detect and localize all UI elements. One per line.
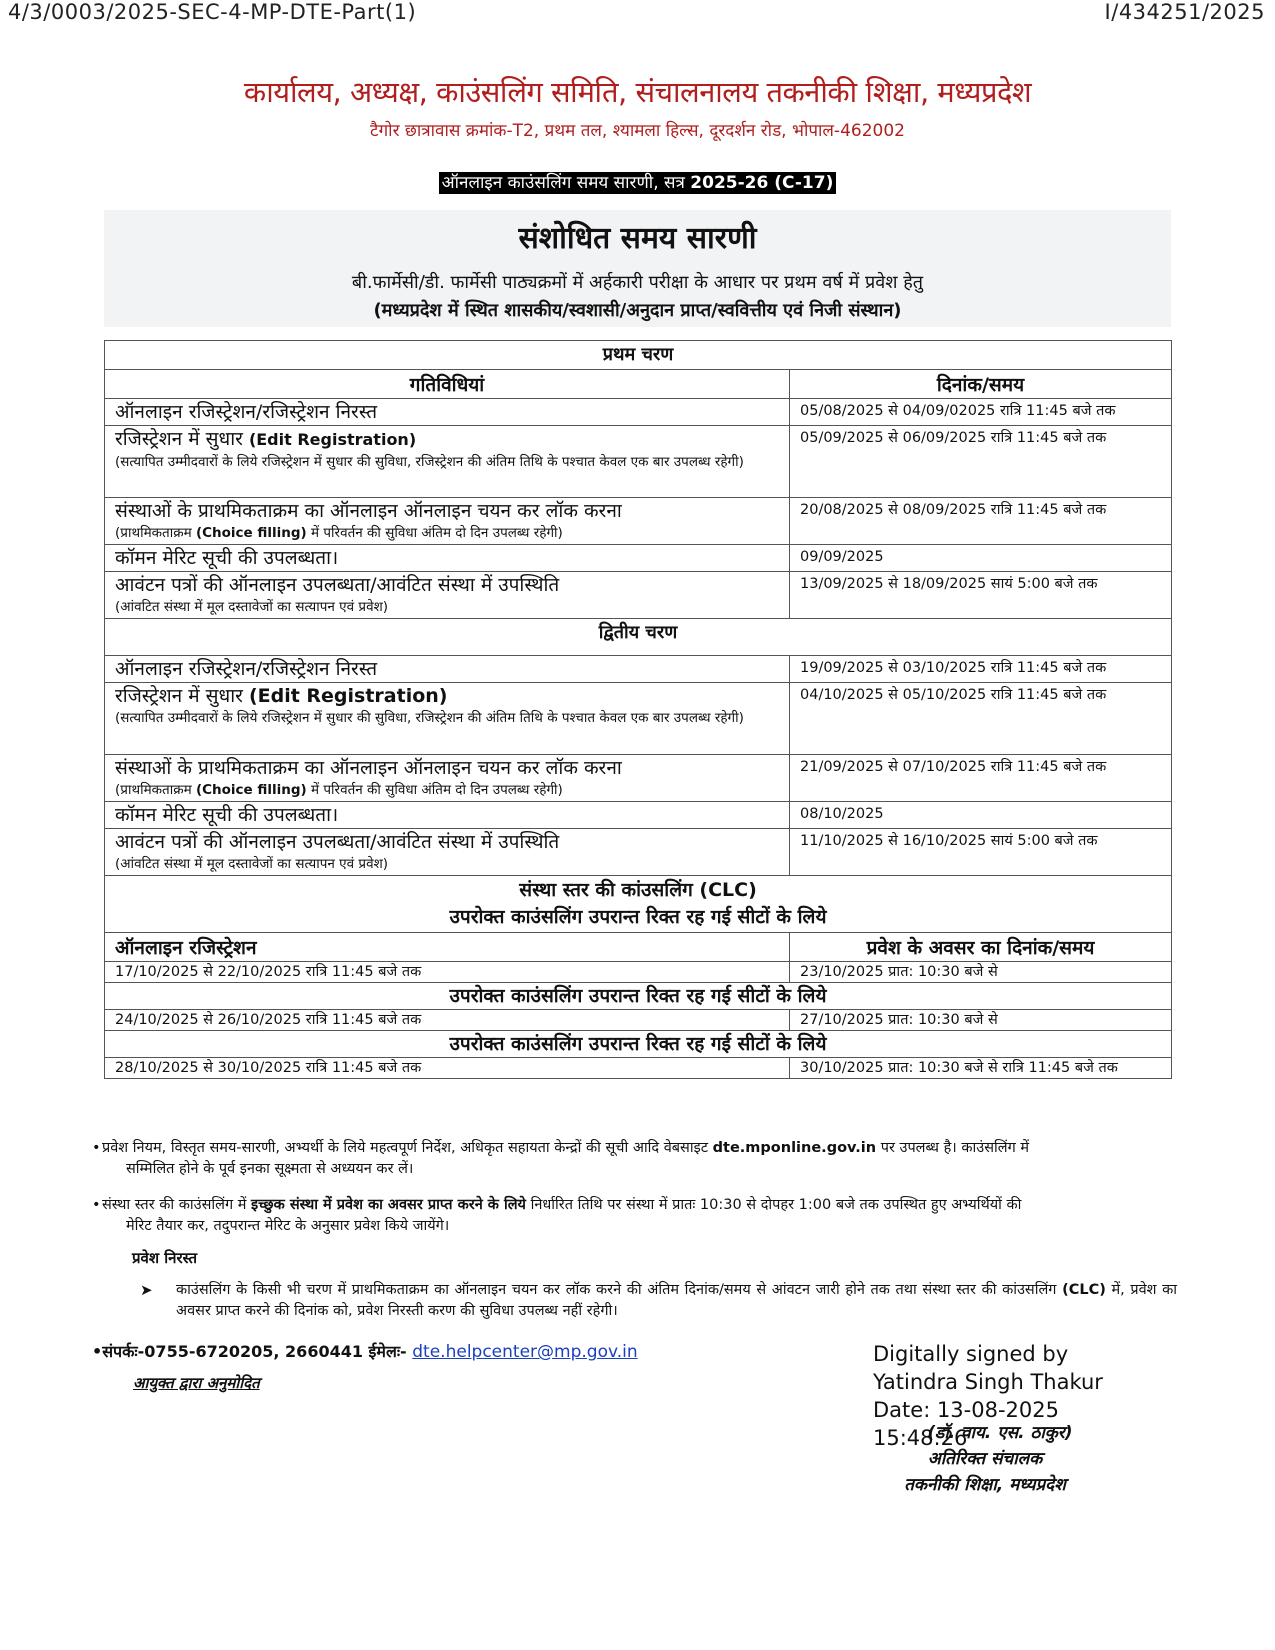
registration-dates: 24/10/2025 से 26/10/2025 रात्रि 11:45 बजे तक bbox=[105, 1010, 790, 1031]
col-header-activity: गतिविधियां bbox=[105, 370, 790, 399]
col-header-datetime: दिनांक/समय bbox=[790, 370, 1172, 399]
office-address: टैगोर छात्रावास क्रमांक-T2, प्रथम तल, श्यामला हिल्स, दूरदर्शन रोड, भोपाल-462002 bbox=[370, 121, 905, 141]
date-value: 09/09/2025 bbox=[790, 545, 1172, 572]
clc-round-row bbox=[105, 962, 1172, 983]
note-text bbox=[102, 1138, 1177, 1180]
email-link[interactable]: dte.helpcenter@mp.gov.in bbox=[412, 1342, 638, 1362]
table-row bbox=[105, 399, 1172, 426]
file-reference-right: I/434251/2025 bbox=[1104, 0, 1265, 24]
date-value: 08/10/2025 bbox=[790, 802, 1172, 829]
cancellation-text bbox=[176, 1280, 1177, 1322]
page-title: संशोधित समय सारणी bbox=[518, 221, 757, 256]
table-row bbox=[105, 829, 1172, 876]
signature-date: Date: 13-08-2025 bbox=[873, 1398, 1059, 1422]
note-part: काउंसलिंग के किसी भी चरण में प्राथमिकताक्रम का ऑनलाइन चयन कर लॉक करने की अंतिम दिनांक/समय से आंवटन जारी होने तक तथा संस्था स्तर की कांउसलिंग bbox=[176, 1282, 1063, 1298]
clc-title: संस्था स्तर की कांउसलिंग (CLC) bbox=[519, 879, 757, 901]
phase-header-row bbox=[105, 619, 1172, 656]
signature-time: 15:48:26 bbox=[873, 1426, 968, 1450]
table-row bbox=[105, 572, 1172, 619]
session-banner-code: 2025-26 (C-17) bbox=[690, 173, 834, 193]
note-part-bold: (CLC) bbox=[1062, 1282, 1106, 1298]
note-part: पर उपलब्ध है। काउंसलिंग में bbox=[876, 1140, 1030, 1156]
session-banner bbox=[0, 170, 1275, 193]
title-box bbox=[104, 210, 1171, 327]
note-rules-website bbox=[92, 1138, 1177, 1180]
bullet-icon: • bbox=[92, 1140, 101, 1156]
activity-note: (सत्यापित उम्मीदवारों के लिये रजिस्ट्रेशन में सुधार की सुविधा, रजिस्ट्रेशन की अंतिम तिथि के पश्चात केवल एक बार उपलब्ध रहेगी) bbox=[115, 710, 744, 726]
note-part-en: (Choice filling) bbox=[195, 782, 307, 798]
bullet-icon: • bbox=[92, 1342, 103, 1361]
approval-note: आयुक्त द्वारा अनुमोदित bbox=[133, 1374, 260, 1392]
phase1-title: प्रथम चरण bbox=[105, 341, 1172, 370]
clc-band-label: उपरोक्त काउंसलिंग उपरान्त रिक्त रह गई सीटों के लिये bbox=[105, 983, 1172, 1010]
note-part-en: (Choice filling) bbox=[195, 525, 307, 541]
col-header-registration: ऑनलाइन रजिस्ट्रेशन bbox=[105, 933, 790, 962]
phase-header-row bbox=[105, 341, 1172, 370]
activity-label: संस्थाओं के प्राथमिकताक्रम का ऑनलाइन ऑनलाइन चयन कर लॉक करना bbox=[115, 757, 622, 779]
admission-datetime: 30/10/2025 प्रात: 10:30 बजे से रात्रि 11:45 बजे तक bbox=[790, 1058, 1172, 1079]
note-part: (प्राथमिकताक्रम bbox=[115, 782, 196, 798]
contact-phone: संपर्कः-0755-6720205, 2660441 ईमेलः- bbox=[102, 1342, 413, 1361]
date-value: 05/08/2025 से 04/09/02025 रात्रि 11:45 बजे तक bbox=[790, 399, 1172, 426]
admission-datetime: 27/10/2025 प्रात: 10:30 बजे से bbox=[790, 1010, 1172, 1031]
contact-line bbox=[92, 1340, 638, 1362]
col-header-admission: प्रवेश के अवसर का दिनांक/समय bbox=[790, 933, 1172, 962]
clc-band-label: उपरोक्त काउंसलिंग उपरान्त रिक्त रह गई सीटों के लिये bbox=[449, 906, 827, 928]
activity-label: ऑनलाइन रजिस्ट्रेशन/रजिस्ट्रेशन निरस्त bbox=[115, 401, 378, 423]
table-row bbox=[105, 426, 1172, 498]
note-part-bold: इच्छुक संस्था में प्रवेश का अवसर प्राप्त करने के लिये bbox=[251, 1197, 526, 1213]
table-row bbox=[105, 755, 1172, 802]
officer-department: तकनीकी शिक्षा, मध्यप्रदेश bbox=[904, 1475, 1066, 1495]
activity-label: संस्थाओं के प्राथमिकताक्रम का ऑनलाइन ऑनलाइन चयन कर लॉक करना bbox=[115, 500, 622, 522]
clc-band-label: उपरोक्त काउंसलिंग उपरान्त रिक्त रह गई सीटों के लिये bbox=[105, 1031, 1172, 1058]
date-value: 11/10/2025 से 16/10/2025 सायं 5:00 बजे तक bbox=[790, 829, 1172, 876]
activity-label bbox=[115, 684, 779, 708]
table-row bbox=[105, 545, 1172, 572]
note-part: में परिवर्तन की सुविधा अंतिम दो दिन उपलब्ध रहेगी) bbox=[306, 525, 563, 541]
officer-name: (डॉ. वाय. एस. ठाकुर) bbox=[927, 1423, 1073, 1443]
cancellation-note bbox=[140, 1280, 1177, 1322]
registration-dates: 28/10/2025 से 30/10/2025 रात्रि 11:45 बजे तक bbox=[105, 1058, 790, 1079]
clc-header-row bbox=[105, 876, 1172, 933]
activity-note: (आंवटित संस्था में मूल दस्तावेजों का सत्यापन एवं प्रवेश) bbox=[115, 856, 389, 872]
note-part: में, प्रवेश का अवसर प्राप्त करने की दिनांक को, प्रवेश निरस्ती करण की सुविधा उपलब्ध नहीं रहेगी। bbox=[176, 1282, 1177, 1319]
signature-line: Digitally signed by bbox=[873, 1342, 1069, 1366]
activity-label-hi: रजिस्ट्रेशन में सुधार bbox=[115, 428, 249, 450]
date-value: 13/09/2025 से 18/09/2025 सायं 5:00 बजे तक bbox=[790, 572, 1172, 619]
officer-title: अतिरिक्त संचालक bbox=[927, 1449, 1043, 1469]
officer-block bbox=[870, 1420, 1100, 1498]
activity-label: कॉमन मेरिट सूची की उपलब्धता। bbox=[115, 547, 339, 569]
session-banner-text: ऑनलाइन काउंसलिंग समय सारणी, सत्र bbox=[441, 173, 691, 193]
phase2-title: द्वितीय चरण bbox=[105, 619, 1172, 656]
course-subtitle: बी.फार्मेसी/डी. फार्मेसी पाठ्यक्रमों में अर्हकारी परीक्षा के आधार पर प्रथम वर्ष में प्रवेश हेतु bbox=[351, 272, 924, 293]
session-banner-box bbox=[439, 172, 837, 194]
note-part: (प्राथमिकताक्रम bbox=[115, 525, 196, 541]
note-text bbox=[102, 1195, 1177, 1237]
note-part: मेरिट तैयार कर, तदुपरान्त मेरिट के अनुसार प्रवेश किये जायेंगे। bbox=[126, 1218, 450, 1234]
clc-column-header-row bbox=[105, 933, 1172, 962]
file-reference-left: 4/3/0003/2025-SEC-4-MP-DTE-Part(1) bbox=[8, 0, 417, 24]
activity-label-en: (Edit Registration) bbox=[248, 685, 448, 707]
date-value: 21/09/2025 से 07/10/2025 रात्रि 11:45 बजे तक bbox=[790, 755, 1172, 802]
table-row bbox=[105, 683, 1172, 755]
activity-label-en: (Edit Registration) bbox=[248, 430, 417, 449]
institution-subtitle: (मध्यप्रदेश में स्थित शासकीय/स्वशासी/अनुदान प्राप्त/स्ववित्तीय एवं निजी संस्थान) bbox=[373, 300, 902, 321]
activity-note bbox=[115, 523, 779, 543]
activity-label: ऑनलाइन रजिस्ट्रेशन/रजिस्ट्रेशन निरस्त bbox=[115, 658, 378, 680]
clc-round-row bbox=[105, 1010, 1172, 1031]
activity-label: आवंटन पत्रों की ऑनलाइन उपलब्धता/आवंटित संस्था में उपस्थिति bbox=[115, 574, 560, 596]
column-header-row bbox=[105, 370, 1172, 399]
signature-name: Yatindra Singh Thakur bbox=[873, 1370, 1103, 1394]
clc-band-row bbox=[105, 983, 1172, 1010]
date-value: 05/09/2025 से 06/09/2025 रात्रि 11:45 बजे तक bbox=[790, 426, 1172, 498]
date-value: 20/08/2025 से 08/09/2025 रात्रि 11:45 बजे तक bbox=[790, 498, 1172, 545]
clc-band-row bbox=[105, 1031, 1172, 1058]
date-value: 19/09/2025 से 03/10/2025 रात्रि 11:45 बजे तक bbox=[790, 656, 1172, 683]
activity-note: (सत्यापित उम्मीदवारों के लिये रजिस्ट्रेशन में सुधार की सुविधा, रजिस्ट्रेशन की अंतिम तिथि के पश्चात केवल एक बार उपलब्ध रहेगी) bbox=[115, 454, 744, 470]
note-part: प्रवेश नियम, विस्तृत समय-सारणी, अभ्यर्थी के लिये महत्वपूर्ण निर्देश, अधिकृत सहायता केन्द्रों की सूची आदि वेबसाइट bbox=[102, 1140, 713, 1156]
admission-datetime: 23/10/2025 प्रात: 10:30 बजे से bbox=[790, 962, 1172, 983]
table-row bbox=[105, 498, 1172, 545]
activity-label-hi: रजिस्ट्रेशन में सुधार bbox=[115, 685, 249, 707]
activity-label: कॉमन मेरिट सूची की उपलब्धता। bbox=[115, 804, 339, 826]
schedule-table bbox=[104, 340, 1172, 1079]
note-part: में परिवर्तन की सुविधा अंतिम दो दिन उपलब्ध रहेगी) bbox=[306, 782, 563, 798]
activity-note: (आंवटित संस्था में मूल दस्तावेजों का सत्यापन एवं प्रवेश) bbox=[115, 599, 389, 615]
website-link[interactable]: dte.mponline.gov.in bbox=[712, 1140, 877, 1156]
office-title: कार्यालय, अध्यक्ष, काउंसलिंग समिति, संचालनालय तकनीकी शिक्षा, मध्यप्रदेश bbox=[243, 75, 1032, 109]
clc-round-row bbox=[105, 1058, 1172, 1079]
note-part: निर्धारित तिथि पर संस्था में प्रातः 10:30 से दोपहर 1:00 बजे तक उपस्थित हुए अभ्यर्थियों की bbox=[525, 1197, 1022, 1213]
clc-header-cell bbox=[105, 876, 1172, 933]
table-row bbox=[105, 656, 1172, 683]
arrow-bullet-icon: ➤ bbox=[140, 1281, 153, 1299]
date-value: 04/10/2025 से 05/10/2025 रात्रि 11:45 बजे तक bbox=[790, 683, 1172, 755]
table-row bbox=[105, 802, 1172, 829]
bullet-icon: • bbox=[92, 1197, 101, 1213]
activity-label: आवंटन पत्रों की ऑनलाइन उपलब्धता/आवंटित संस्था में उपस्थिति bbox=[115, 831, 560, 853]
cancellation-heading: प्रवेश निरस्त bbox=[132, 1249, 198, 1267]
activity-note bbox=[115, 780, 779, 800]
activity-label bbox=[115, 427, 779, 452]
note-clc-merit bbox=[92, 1195, 1177, 1237]
note-part: संस्था स्तर की काउंसलिंग में bbox=[102, 1197, 252, 1213]
registration-dates: 17/10/2025 से 22/10/2025 रात्रि 11:45 बजे तक bbox=[105, 962, 790, 983]
note-part: सम्मिलित होने के पूर्व इनका सूक्ष्मता से अध्ययन कर लें। bbox=[126, 1161, 414, 1177]
